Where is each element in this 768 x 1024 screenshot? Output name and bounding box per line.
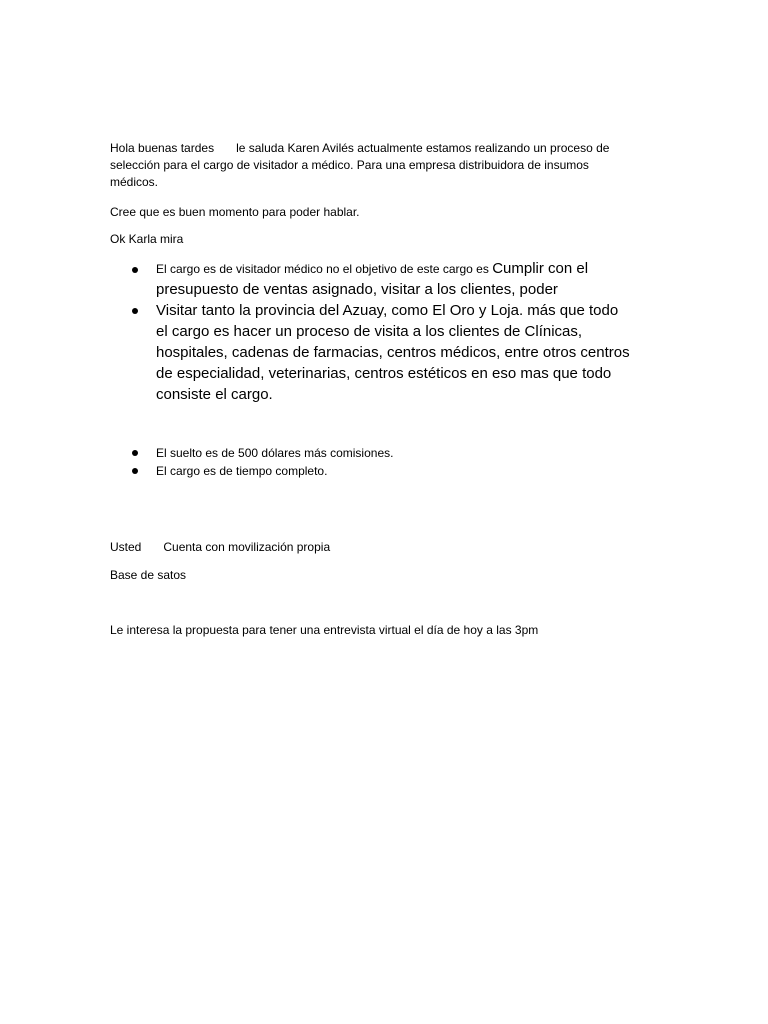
bullet-2-line-3: hospitales, cadenas de farmacias, centros médicos, entre otros centros: [156, 344, 630, 361]
terms-schedule: El cargo es de tiempo completo.: [156, 464, 328, 478]
mobility-text: Cuenta con movilización propia: [163, 540, 331, 554]
bullet-dot: [132, 450, 138, 456]
bullet-item: [110, 462, 393, 480]
ok-line: Ok Karla mira: [110, 232, 184, 246]
bullet-2-line-2: el cargo es hacer un proceso de visita a los clientes de Clínicas,: [156, 323, 583, 340]
bullet-1-line-2: presupuesto de ventas asignado, visitar a los clientes, poder: [156, 281, 558, 298]
intro-line-3: médicos.: [110, 175, 159, 189]
mobility-line: [110, 539, 670, 556]
terms-bullet-list: [110, 444, 393, 480]
bullet-2-line-4: de especialidad, veterinarias, centros estéticos en eso mas que todo: [156, 365, 612, 382]
bullet-dot: [132, 267, 138, 273]
intro-paragraph: [110, 140, 670, 191]
bullet-dot: [132, 468, 138, 474]
database-line: Base de satos: [110, 568, 187, 582]
question-moment: Cree que es buen momento para poder hablar.: [110, 205, 360, 219]
main-bullet-list: [110, 258, 630, 405]
intro-greeting: Hola buenas tardes: [110, 141, 215, 155]
mobility-label: Usted: [110, 540, 142, 554]
bullet-item: [110, 444, 393, 462]
bullet-2-line-1: Visitar tanto la provincia del Azuay, como El Oro y Loja. más que todo: [156, 302, 619, 319]
bullet-1-lead-big: Cumplir con el: [492, 260, 589, 277]
bullet-item: [110, 300, 630, 405]
bullet-dot: [132, 308, 138, 314]
bullet-item: [110, 258, 630, 300]
terms-salary: El suelto es de 500 dólares más comisiones.: [156, 446, 394, 460]
intro-line-1: le saluda Karen Avilés actualmente estamos realizando un proceso de: [236, 141, 610, 155]
bullet-1-lead: El cargo es de visitador médico no el objetivo de este cargo es: [156, 262, 493, 276]
closing-line: Le interesa la propuesta para tener una entrevista virtual el día de hoy a las 3pm: [110, 623, 539, 637]
bullet-2-line-5: consiste el cargo.: [156, 386, 273, 403]
intro-line-2: selección para el cargo de visitador a médico. Para una empresa distribuidora de insumos: [110, 158, 589, 172]
